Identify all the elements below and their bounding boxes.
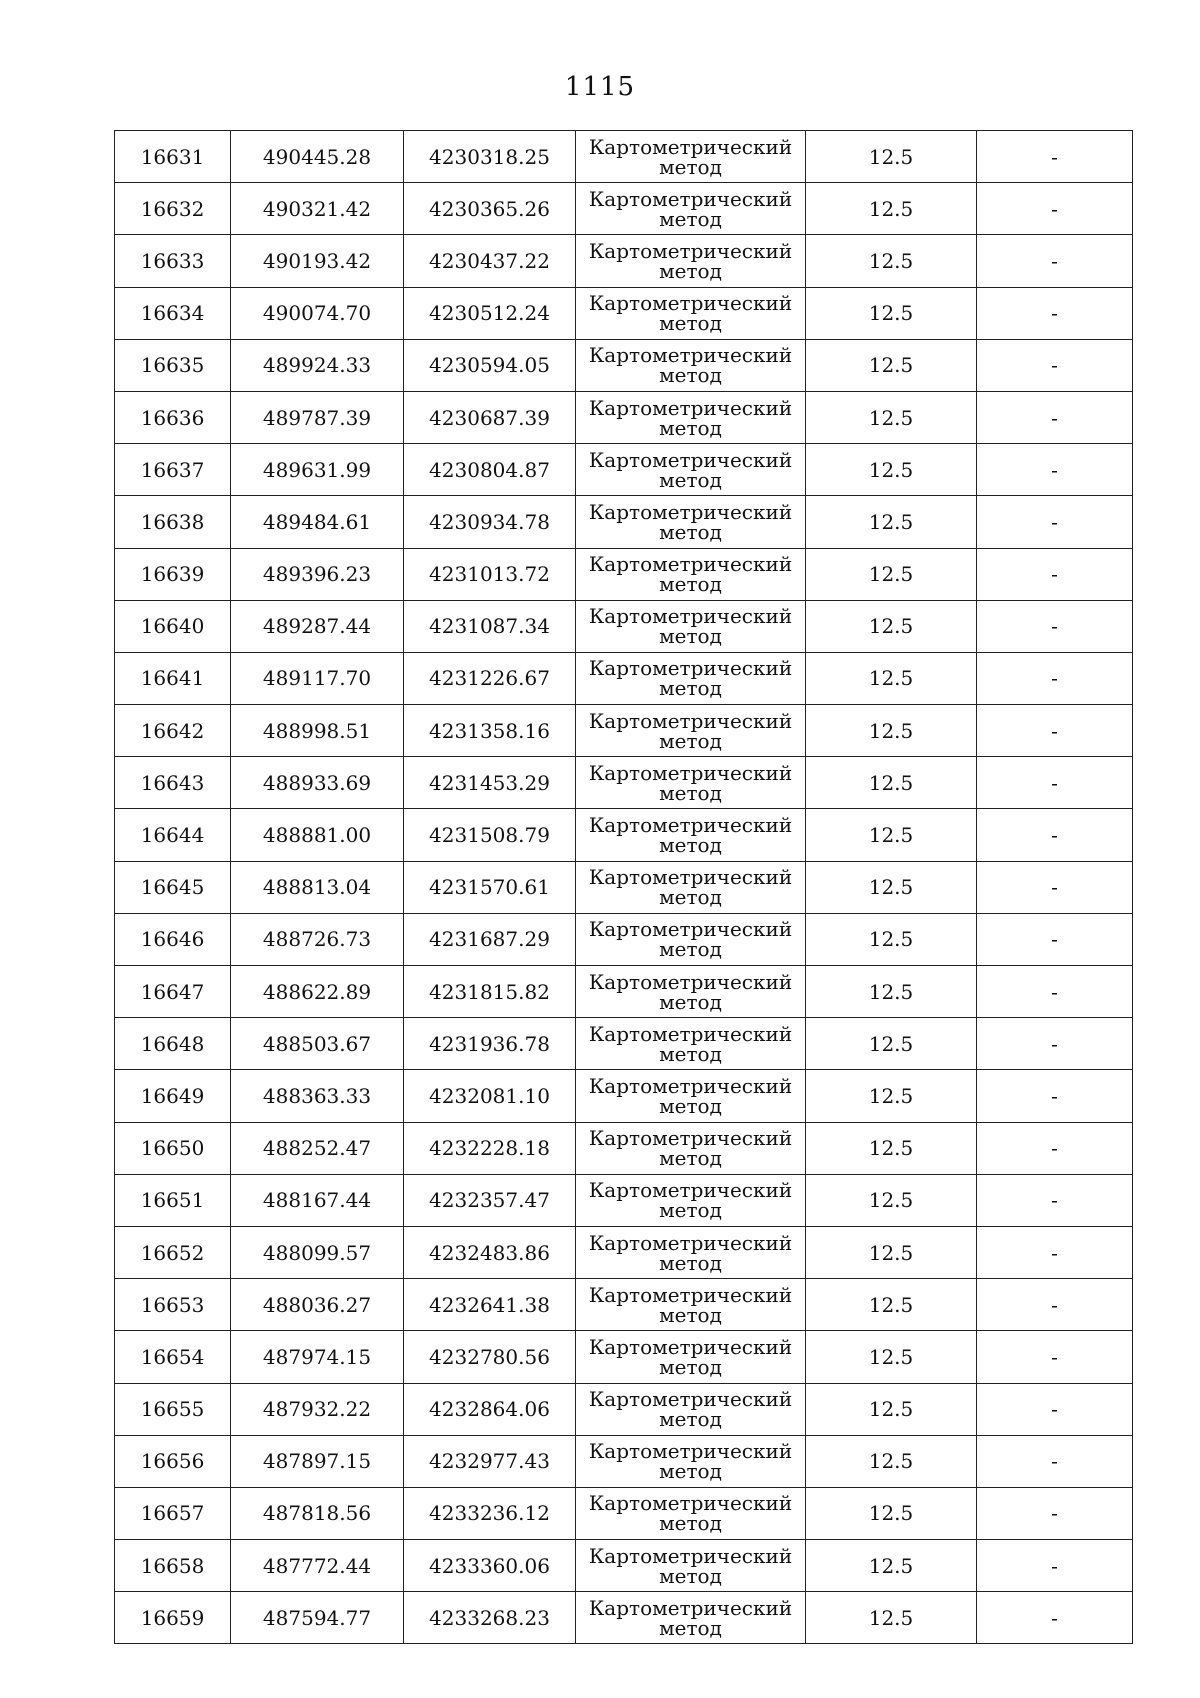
method-cell [576, 1070, 806, 1122]
x-coordinate-cell: 488167.44 [231, 1174, 404, 1226]
y-coordinate-cell: 4231570.61 [404, 861, 576, 913]
accuracy-cell: 12.5 [806, 548, 977, 600]
point-id-cell: 16655 [115, 1383, 231, 1435]
table-row [115, 339, 1133, 391]
x-coordinate-cell: 489117.70 [231, 652, 404, 704]
y-coordinate-cell: 4230934.78 [404, 496, 576, 548]
x-coordinate-cell: 490193.42 [231, 235, 404, 287]
accuracy-cell: 12.5 [806, 1435, 977, 1487]
method-line-1: Картометрический [588, 917, 793, 942]
method-cell [576, 966, 806, 1018]
method-line-1: Картометрический [588, 395, 793, 420]
point-id-cell: 16646 [115, 913, 231, 965]
accuracy-cell: 12.5 [806, 235, 977, 287]
table-row [115, 1018, 1133, 1070]
y-coordinate-cell: 4231226.67 [404, 652, 576, 704]
table-row [115, 809, 1133, 861]
method-line-2: метод [659, 624, 722, 649]
method-cell [576, 1487, 806, 1539]
note-cell: - [977, 1592, 1133, 1644]
x-coordinate-cell: 490074.70 [231, 287, 404, 339]
table-row [115, 1122, 1133, 1174]
method-cell [576, 600, 806, 652]
method-line-2: метод [659, 1041, 722, 1066]
y-coordinate-cell: 4233360.06 [404, 1540, 576, 1592]
method-cell [576, 1018, 806, 1070]
accuracy-cell: 12.5 [806, 913, 977, 965]
accuracy-cell: 12.5 [806, 600, 977, 652]
note-cell: - [977, 444, 1133, 496]
method-line-1: Картометрический [588, 604, 793, 629]
x-coordinate-cell: 489484.61 [231, 496, 404, 548]
point-id-cell: 16659 [115, 1592, 231, 1644]
accuracy-cell: 12.5 [806, 1279, 977, 1331]
method-line-2: метод [659, 937, 722, 962]
note-cell: - [977, 548, 1133, 600]
accuracy-cell: 12.5 [806, 131, 977, 183]
y-coordinate-cell: 4230365.26 [404, 183, 576, 235]
accuracy-cell: 12.5 [806, 652, 977, 704]
method-line-2: метод [659, 780, 722, 805]
method-line-1: Картометрический [588, 499, 793, 524]
point-id-cell: 16652 [115, 1226, 231, 1278]
method-line-2: метод [659, 206, 722, 231]
method-line-1: Картометрический [588, 447, 793, 472]
y-coordinate-cell: 4231815.82 [404, 966, 576, 1018]
y-coordinate-cell: 4230594.05 [404, 339, 576, 391]
x-coordinate-cell: 490445.28 [231, 131, 404, 183]
method-line-2: метод [659, 833, 722, 858]
note-cell: - [977, 757, 1133, 809]
method-line-1: Картометрический [588, 865, 793, 890]
method-cell [576, 235, 806, 287]
note-cell: - [977, 1331, 1133, 1383]
accuracy-cell: 12.5 [806, 861, 977, 913]
method-cell [576, 705, 806, 757]
x-coordinate-cell: 487772.44 [231, 1540, 404, 1592]
point-id-cell: 16645 [115, 861, 231, 913]
method-line-2: метод [659, 258, 722, 283]
method-line-2: метод [659, 1511, 722, 1536]
table-row [115, 1279, 1133, 1331]
method-cell [576, 1174, 806, 1226]
point-id-cell: 16638 [115, 496, 231, 548]
method-cell [576, 339, 806, 391]
y-coordinate-cell: 4230437.22 [404, 235, 576, 287]
accuracy-cell: 12.5 [806, 705, 977, 757]
x-coordinate-cell: 490321.42 [231, 183, 404, 235]
point-id-cell: 16648 [115, 1018, 231, 1070]
y-coordinate-cell: 4232081.10 [404, 1070, 576, 1122]
y-coordinate-cell: 4232641.38 [404, 1279, 576, 1331]
method-line-1: Картометрический [588, 760, 793, 785]
y-coordinate-cell: 4230512.24 [404, 287, 576, 339]
method-line-2: метод [659, 1198, 722, 1223]
accuracy-cell: 12.5 [806, 444, 977, 496]
method-cell [576, 861, 806, 913]
method-line-2: метод [659, 154, 722, 179]
accuracy-cell: 12.5 [806, 1383, 977, 1435]
note-cell: - [977, 913, 1133, 965]
method-line-1: Картометрический [588, 1334, 793, 1359]
note-cell: - [977, 966, 1133, 1018]
y-coordinate-cell: 4232483.86 [404, 1226, 576, 1278]
note-cell: - [977, 287, 1133, 339]
method-line-2: метод [659, 1615, 722, 1640]
note-cell: - [977, 183, 1133, 235]
method-line-2: метод [659, 1302, 722, 1327]
x-coordinate-cell: 488036.27 [231, 1279, 404, 1331]
x-coordinate-cell: 487932.22 [231, 1383, 404, 1435]
note-cell: - [977, 1018, 1133, 1070]
accuracy-cell: 12.5 [806, 966, 977, 1018]
method-cell [576, 1122, 806, 1174]
table-row [115, 1070, 1133, 1122]
x-coordinate-cell: 488813.04 [231, 861, 404, 913]
method-cell [576, 1435, 806, 1487]
method-cell [576, 1226, 806, 1278]
accuracy-cell: 12.5 [806, 1331, 977, 1383]
table-row [115, 1487, 1133, 1539]
method-cell [576, 287, 806, 339]
method-line-1: Картометрический [588, 708, 793, 733]
method-cell [576, 1383, 806, 1435]
table-row [115, 1592, 1133, 1644]
table-row [115, 1540, 1133, 1592]
table-row [115, 1226, 1133, 1278]
table-row [115, 287, 1133, 339]
table-row [115, 548, 1133, 600]
y-coordinate-cell: 4230687.39 [404, 391, 576, 443]
method-line-2: метод [659, 728, 722, 753]
x-coordinate-cell: 489287.44 [231, 600, 404, 652]
y-coordinate-cell: 4231508.79 [404, 809, 576, 861]
method-cell [576, 1592, 806, 1644]
point-id-cell: 16654 [115, 1331, 231, 1383]
point-id-cell: 16637 [115, 444, 231, 496]
table-row [115, 757, 1133, 809]
method-cell [576, 548, 806, 600]
note-cell: - [977, 705, 1133, 757]
accuracy-cell: 12.5 [806, 757, 977, 809]
method-cell [576, 444, 806, 496]
accuracy-cell: 12.5 [806, 1592, 977, 1644]
point-id-cell: 16642 [115, 705, 231, 757]
method-line-1: Картометрический [588, 291, 793, 316]
y-coordinate-cell: 4231358.16 [404, 705, 576, 757]
method-cell [576, 757, 806, 809]
point-id-cell: 16643 [115, 757, 231, 809]
accuracy-cell: 12.5 [806, 1226, 977, 1278]
method-line-2: метод [659, 467, 722, 492]
table-row [115, 600, 1133, 652]
table-row [115, 1174, 1133, 1226]
method-line-1: Картометрический [588, 813, 793, 838]
x-coordinate-cell: 488998.51 [231, 705, 404, 757]
accuracy-cell: 12.5 [806, 1070, 977, 1122]
point-id-cell: 16656 [115, 1435, 231, 1487]
x-coordinate-cell: 489924.33 [231, 339, 404, 391]
method-line-1: Картометрический [588, 343, 793, 368]
y-coordinate-cell: 4231013.72 [404, 548, 576, 600]
x-coordinate-cell: 487818.56 [231, 1487, 404, 1539]
method-line-2: метод [659, 1459, 722, 1484]
x-coordinate-cell: 488622.89 [231, 966, 404, 1018]
table-row [115, 183, 1133, 235]
note-cell: - [977, 1070, 1133, 1122]
method-cell [576, 1540, 806, 1592]
page-number: 1115 [564, 72, 636, 102]
accuracy-cell: 12.5 [806, 1487, 977, 1539]
point-id-cell: 16644 [115, 809, 231, 861]
method-line-2: метод [659, 1146, 722, 1171]
note-cell: - [977, 1226, 1133, 1278]
accuracy-cell: 12.5 [806, 1122, 977, 1174]
note-cell: - [977, 496, 1133, 548]
note-cell: - [977, 235, 1133, 287]
point-id-cell: 16657 [115, 1487, 231, 1539]
note-cell: - [977, 861, 1133, 913]
y-coordinate-cell: 4232228.18 [404, 1122, 576, 1174]
x-coordinate-cell: 489396.23 [231, 548, 404, 600]
method-line-1: Картометрический [588, 969, 793, 994]
x-coordinate-cell: 488933.69 [231, 757, 404, 809]
x-coordinate-cell: 488099.57 [231, 1226, 404, 1278]
point-id-cell: 16650 [115, 1122, 231, 1174]
table-row [115, 444, 1133, 496]
x-coordinate-cell: 488881.00 [231, 809, 404, 861]
y-coordinate-cell: 4230318.25 [404, 131, 576, 183]
point-id-cell: 16632 [115, 183, 231, 235]
table-row [115, 913, 1133, 965]
note-cell: - [977, 1487, 1133, 1539]
note-cell: - [977, 1122, 1133, 1174]
method-line-1: Картометрический [588, 1543, 793, 1568]
method-line-1: Картометрический [588, 1178, 793, 1203]
point-id-cell: 16639 [115, 548, 231, 600]
method-cell [576, 913, 806, 965]
point-id-cell: 16649 [115, 1070, 231, 1122]
point-id-cell: 16653 [115, 1279, 231, 1331]
accuracy-cell: 12.5 [806, 339, 977, 391]
point-id-cell: 16633 [115, 235, 231, 287]
method-cell [576, 391, 806, 443]
table-row [115, 1331, 1133, 1383]
method-line-2: метод [659, 519, 722, 544]
point-id-cell: 16651 [115, 1174, 231, 1226]
y-coordinate-cell: 4232864.06 [404, 1383, 576, 1435]
note-cell: - [977, 809, 1133, 861]
y-coordinate-cell: 4232357.47 [404, 1174, 576, 1226]
method-line-1: Картометрический [588, 1230, 793, 1255]
method-cell [576, 183, 806, 235]
point-id-cell: 16658 [115, 1540, 231, 1592]
y-coordinate-cell: 4231087.34 [404, 600, 576, 652]
point-id-cell: 16631 [115, 131, 231, 183]
table-row [115, 496, 1133, 548]
accuracy-cell: 12.5 [806, 496, 977, 548]
note-cell: - [977, 131, 1133, 183]
accuracy-cell: 12.5 [806, 1018, 977, 1070]
y-coordinate-cell: 4230804.87 [404, 444, 576, 496]
method-line-2: метод [659, 415, 722, 440]
method-cell [576, 809, 806, 861]
method-line-2: метод [659, 1407, 722, 1432]
x-coordinate-cell: 487974.15 [231, 1331, 404, 1383]
method-line-1: Картометрический [588, 1021, 793, 1046]
accuracy-cell: 12.5 [806, 183, 977, 235]
method-line-1: Картометрический [588, 1126, 793, 1151]
note-cell: - [977, 600, 1133, 652]
method-line-2: метод [659, 1563, 722, 1588]
y-coordinate-cell: 4232977.43 [404, 1435, 576, 1487]
x-coordinate-cell: 489631.99 [231, 444, 404, 496]
x-coordinate-cell: 488726.73 [231, 913, 404, 965]
table-row [115, 966, 1133, 1018]
x-coordinate-cell: 488363.33 [231, 1070, 404, 1122]
method-line-2: метод [659, 1093, 722, 1118]
coordinates-table [114, 130, 1133, 1644]
table-row [115, 1383, 1133, 1435]
x-coordinate-cell: 489787.39 [231, 391, 404, 443]
x-coordinate-cell: 488252.47 [231, 1122, 404, 1174]
note-cell: - [977, 1174, 1133, 1226]
method-line-1: Картометрический [588, 656, 793, 681]
point-id-cell: 16640 [115, 600, 231, 652]
x-coordinate-cell: 488503.67 [231, 1018, 404, 1070]
table-row [115, 235, 1133, 287]
note-cell: - [977, 339, 1133, 391]
method-line-2: метод [659, 572, 722, 597]
method-line-1: Картометрический [588, 552, 793, 577]
y-coordinate-cell: 4232780.56 [404, 1331, 576, 1383]
point-id-cell: 16634 [115, 287, 231, 339]
method-line-2: метод [659, 676, 722, 701]
x-coordinate-cell: 487897.15 [231, 1435, 404, 1487]
y-coordinate-cell: 4233268.23 [404, 1592, 576, 1644]
table-row [115, 1435, 1133, 1487]
method-cell [576, 496, 806, 548]
method-line-1: Картометрический [588, 1439, 793, 1464]
method-cell [576, 1279, 806, 1331]
method-cell [576, 652, 806, 704]
method-line-2: метод [659, 363, 722, 388]
method-line-1: Картометрический [588, 1595, 793, 1620]
y-coordinate-cell: 4233236.12 [404, 1487, 576, 1539]
y-coordinate-cell: 4231687.29 [404, 913, 576, 965]
note-cell: - [977, 1383, 1133, 1435]
accuracy-cell: 12.5 [806, 1540, 977, 1592]
y-coordinate-cell: 4231453.29 [404, 757, 576, 809]
method-line-2: метод [659, 989, 722, 1014]
note-cell: - [977, 391, 1133, 443]
table-row [115, 391, 1133, 443]
point-id-cell: 16641 [115, 652, 231, 704]
method-line-2: метод [659, 1250, 722, 1275]
table-row [115, 652, 1133, 704]
accuracy-cell: 12.5 [806, 391, 977, 443]
table-row [115, 705, 1133, 757]
table-row [115, 861, 1133, 913]
table-row [115, 131, 1133, 183]
note-cell: - [977, 1540, 1133, 1592]
method-line-1: Картометрический [588, 1282, 793, 1307]
point-id-cell: 16635 [115, 339, 231, 391]
method-cell [576, 1331, 806, 1383]
accuracy-cell: 12.5 [806, 287, 977, 339]
method-line-2: метод [659, 311, 722, 336]
note-cell: - [977, 1279, 1133, 1331]
note-cell: - [977, 1435, 1133, 1487]
note-cell: - [977, 652, 1133, 704]
method-line-2: метод [659, 1354, 722, 1379]
method-line-1: Картометрический [588, 238, 793, 263]
method-line-1: Картометрический [588, 1491, 793, 1516]
y-coordinate-cell: 4231936.78 [404, 1018, 576, 1070]
table-body [115, 131, 1133, 1644]
x-coordinate-cell: 487594.77 [231, 1592, 404, 1644]
method-line-1: Картометрический [588, 1387, 793, 1412]
accuracy-cell: 12.5 [806, 809, 977, 861]
method-line-1: Картометрический [588, 134, 793, 159]
method-line-2: метод [659, 885, 722, 910]
accuracy-cell: 12.5 [806, 1174, 977, 1226]
method-line-1: Картометрический [588, 186, 793, 211]
method-line-1: Картометрический [588, 1073, 793, 1098]
method-cell [576, 131, 806, 183]
point-id-cell: 16647 [115, 966, 231, 1018]
point-id-cell: 16636 [115, 391, 231, 443]
